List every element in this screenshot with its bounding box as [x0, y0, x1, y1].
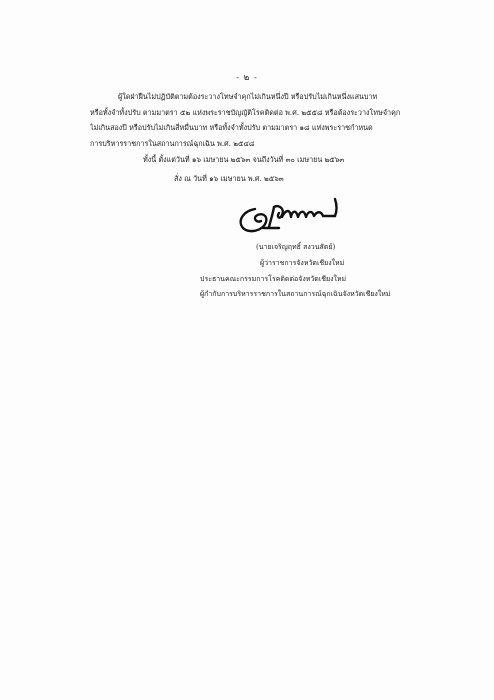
penalty-paragraph [90, 89, 408, 151]
paragraph-line: หรือทั้งจำทั้งปรับ ตามมาตรา ๕๒ แห่งพระราชบัญญัติโรคติดต่อ พ.ศ. ๒๕๕๘ หรือต้องระวางโทษจำคุก [90, 107, 401, 117]
signatory-role: ประธานคณะกรรมการโรคติดต่อจังหวัดเชียงใหม่ [200, 274, 347, 283]
signatory-title: ผู้ว่าราชการจังหวัดเชียงใหม่ [260, 258, 345, 267]
paragraph-line: ไม่เกินสองปี หรือปรับไม่เกินสี่หมื่นบาท หรือทั้งจำทั้งปรับ ตามมาตรา ๑๘ แห่งพระราชกำหนด [90, 123, 373, 132]
page-number: - ๒ - [236, 73, 258, 83]
signatory-block [200, 240, 400, 303]
effective-period: ทั้งนี้ ตั้งแต่วันที่ ๑๖ เมษายน ๒๕๖๓ จนถึงวันที่ ๓๐ เมษายน ๒๕๖๓ [143, 155, 345, 164]
handwritten-signature [233, 195, 353, 235]
signatory-role: ผู้กำกับการบริหารราชการในสถานการณ์ฉุกเฉินจังหวัดเชียงใหม่ [200, 290, 391, 299]
signatory-name: (นายเจริญฤทธิ์ สงวนสัตย์) [256, 243, 336, 251]
paragraph-line: การบริหารราชการในสถานการณ์ฉุกเฉิน พ.ศ. ๒๕๔๘ [90, 138, 255, 148]
paragraph-line: ผู้ใดฝ่าฝืนไม่ปฏิบัติตามต้องระวางโทษจำคุกไม่เกินหนึ่งปี หรือปรับไม่เกินหนึ่งแสนบาท [118, 92, 378, 101]
issue-date: สั่ง ณ วันที่ ๑๖ เมษายน พ.ศ. ๒๕๖๓ [174, 174, 284, 183]
